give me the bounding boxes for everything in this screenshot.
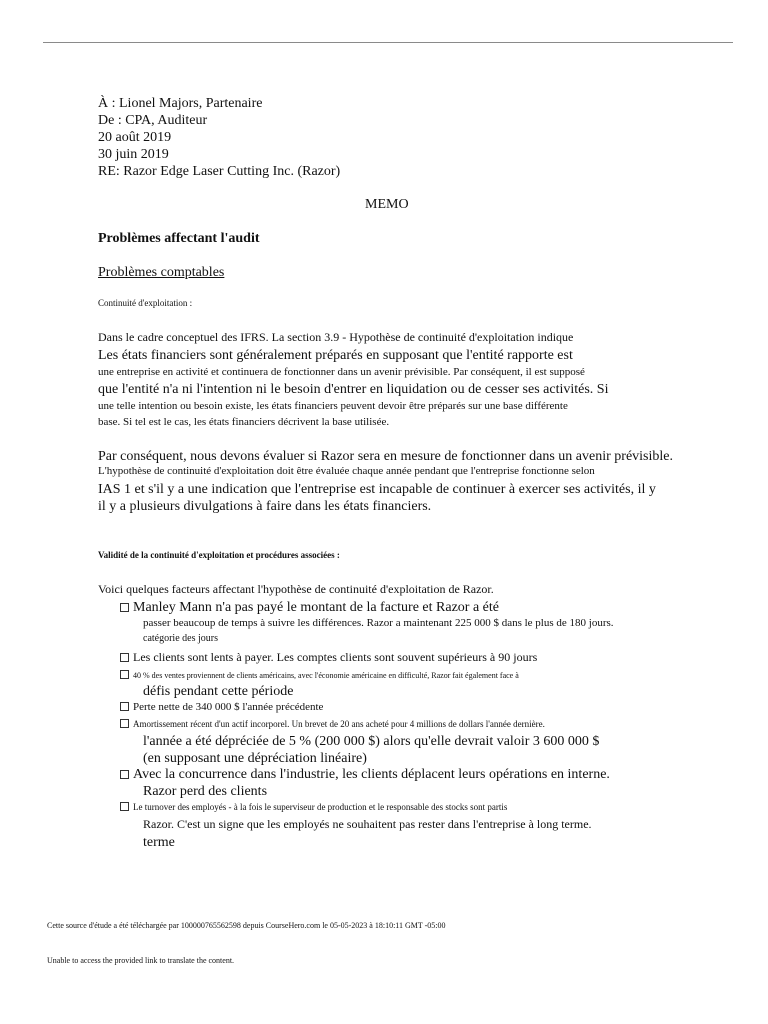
bullet-item: [120, 651, 537, 665]
checkbox-bullet-icon: [120, 719, 129, 728]
bullet-continuation: Razor perd des clients: [143, 784, 268, 799]
top-divider: [43, 42, 733, 43]
checkbox-bullet-icon: [120, 653, 129, 662]
para1-line: une entreprise en activité et continuera de fonctionner dans un avenir prévisible. Par conséquent, il est supposé: [98, 366, 585, 378]
bullet-continuation: Razor. C'est un signe que les employés ne souhaitent pas rester dans l'entreprise à long terme.: [143, 817, 592, 831]
translation-note: Unable to access the provided link to translate the content.: [47, 956, 235, 965]
bullet-text: Avec la concurrence dans l'industrie, les clients déplacent leurs opérations en interne.: [133, 767, 610, 782]
para1-line: une telle intention ou besoin existe, les états financiers peuvent devoir être préparés sur une base différente: [98, 400, 568, 412]
para1-line: que l'entité n'a ni l'intention ni le besoin d'entrer en liquidation ou de cesser ses activités. Si: [98, 382, 609, 397]
factors-intro: Voici quelques facteurs affectant l'hypothèse de continuité d'exploitation de Razor.: [98, 582, 494, 596]
bullet-continuation: (en supposant une dépréciation linéaire): [143, 751, 367, 766]
bullet-item: [120, 701, 323, 714]
checkbox-bullet-icon: [120, 802, 129, 811]
memo-to: À : Lionel Majors, Partenaire: [98, 96, 263, 111]
sub-heading: Problèmes comptables: [98, 265, 225, 280]
checkbox-bullet-icon: [120, 770, 129, 779]
bullet-continuation: terme: [143, 835, 175, 850]
bullet-text: Perte nette de 340 000 $ l'année précédente: [133, 701, 324, 713]
memo-subject: RE: Razor Edge Laser Cutting Inc. (Razor): [98, 164, 341, 179]
memo-title: MEMO: [365, 197, 409, 212]
bullet-text: Amortissement récent d'un actif incorporel. Un brevet de 20 ans acheté pour 4 millions de dollars l'année dernière.: [133, 719, 545, 729]
bullet-continuation: l'année a été dépréciée de 5 % (200 000 $) alors qu'elle devrait valoir 3 600 000 $: [143, 734, 600, 749]
bullet-text: 40 % des ventes proviennent de clients américains, avec l'économie américaine en difficulté, Razor fait également face à: [133, 671, 519, 680]
para1-line: Dans le cadre conceptuel des IFRS. La section 3.9 - Hypothèse de continuité d'exploitation indique: [98, 330, 574, 344]
bullet-text: Les clients sont lents à payer. Les comptes clients sont souvent supérieurs à 90 jours: [133, 650, 538, 664]
checkbox-bullet-icon: [120, 702, 129, 711]
bullet-text: Manley Mann n'a pas payé le montant de la facture et Razor a été: [133, 600, 499, 615]
bullet-text: Le turnover des employés - à la fois le superviseur de production et le responsable des stocks sont partis: [133, 802, 508, 812]
bullet-item: [120, 600, 499, 616]
checkbox-bullet-icon: [120, 670, 129, 679]
para1-line: Les états financiers sont généralement préparés en supposant que l'entité rapporte est: [98, 348, 573, 363]
bullet-continuation: passer beaucoup de temps à suivre les différences. Razor a maintenant 225 000 $ dans le plus de 180 jours.: [143, 617, 614, 629]
memo-date: 20 août 2019: [98, 130, 172, 145]
para2-line: IAS 1 et s'il y a une indication que l'entreprise est incapable de continuer à exercer ses activités, il y: [98, 482, 656, 497]
bullet-item: [120, 767, 610, 783]
bullet-item: [120, 802, 507, 812]
bullet-continuation: catégorie des jours: [143, 633, 218, 644]
bullet-item: [120, 719, 545, 729]
para2-line: il y a plusieurs divulgations à faire dans les états financiers.: [98, 499, 432, 514]
para1-line: base. Si tel est le cas, les états financiers décrivent la base utilisée.: [98, 416, 390, 428]
para2-line: Par conséquent, nous devons évaluer si Razor sera en mesure de fonctionner dans un avenir prévisible.: [98, 449, 673, 464]
memo-from: De : CPA, Auditeur: [98, 113, 208, 128]
checkbox-bullet-icon: [120, 603, 129, 612]
section-heading: Problèmes affectant l'audit: [98, 231, 260, 246]
bullet-continuation: défis pendant cette période: [143, 684, 294, 699]
going-concern-label: Continuité d'exploitation :: [98, 298, 193, 308]
para2-line: L'hypothèse de continuité d'exploitation doit être évaluée chaque année pendant que l'entreprise fonctionne selon: [98, 465, 595, 477]
source-footer: Cette source d'étude a été téléchargée par 100000765562598 depuis CourseHero.com le 05-05-2023 à 18:10:11 GMT -05:00: [47, 921, 446, 930]
memo-period-date: 30 juin 2019: [98, 147, 169, 162]
validity-heading: Validité de la continuité d'exploitation et procédures associées :: [98, 550, 340, 560]
bullet-item: [120, 670, 519, 680]
